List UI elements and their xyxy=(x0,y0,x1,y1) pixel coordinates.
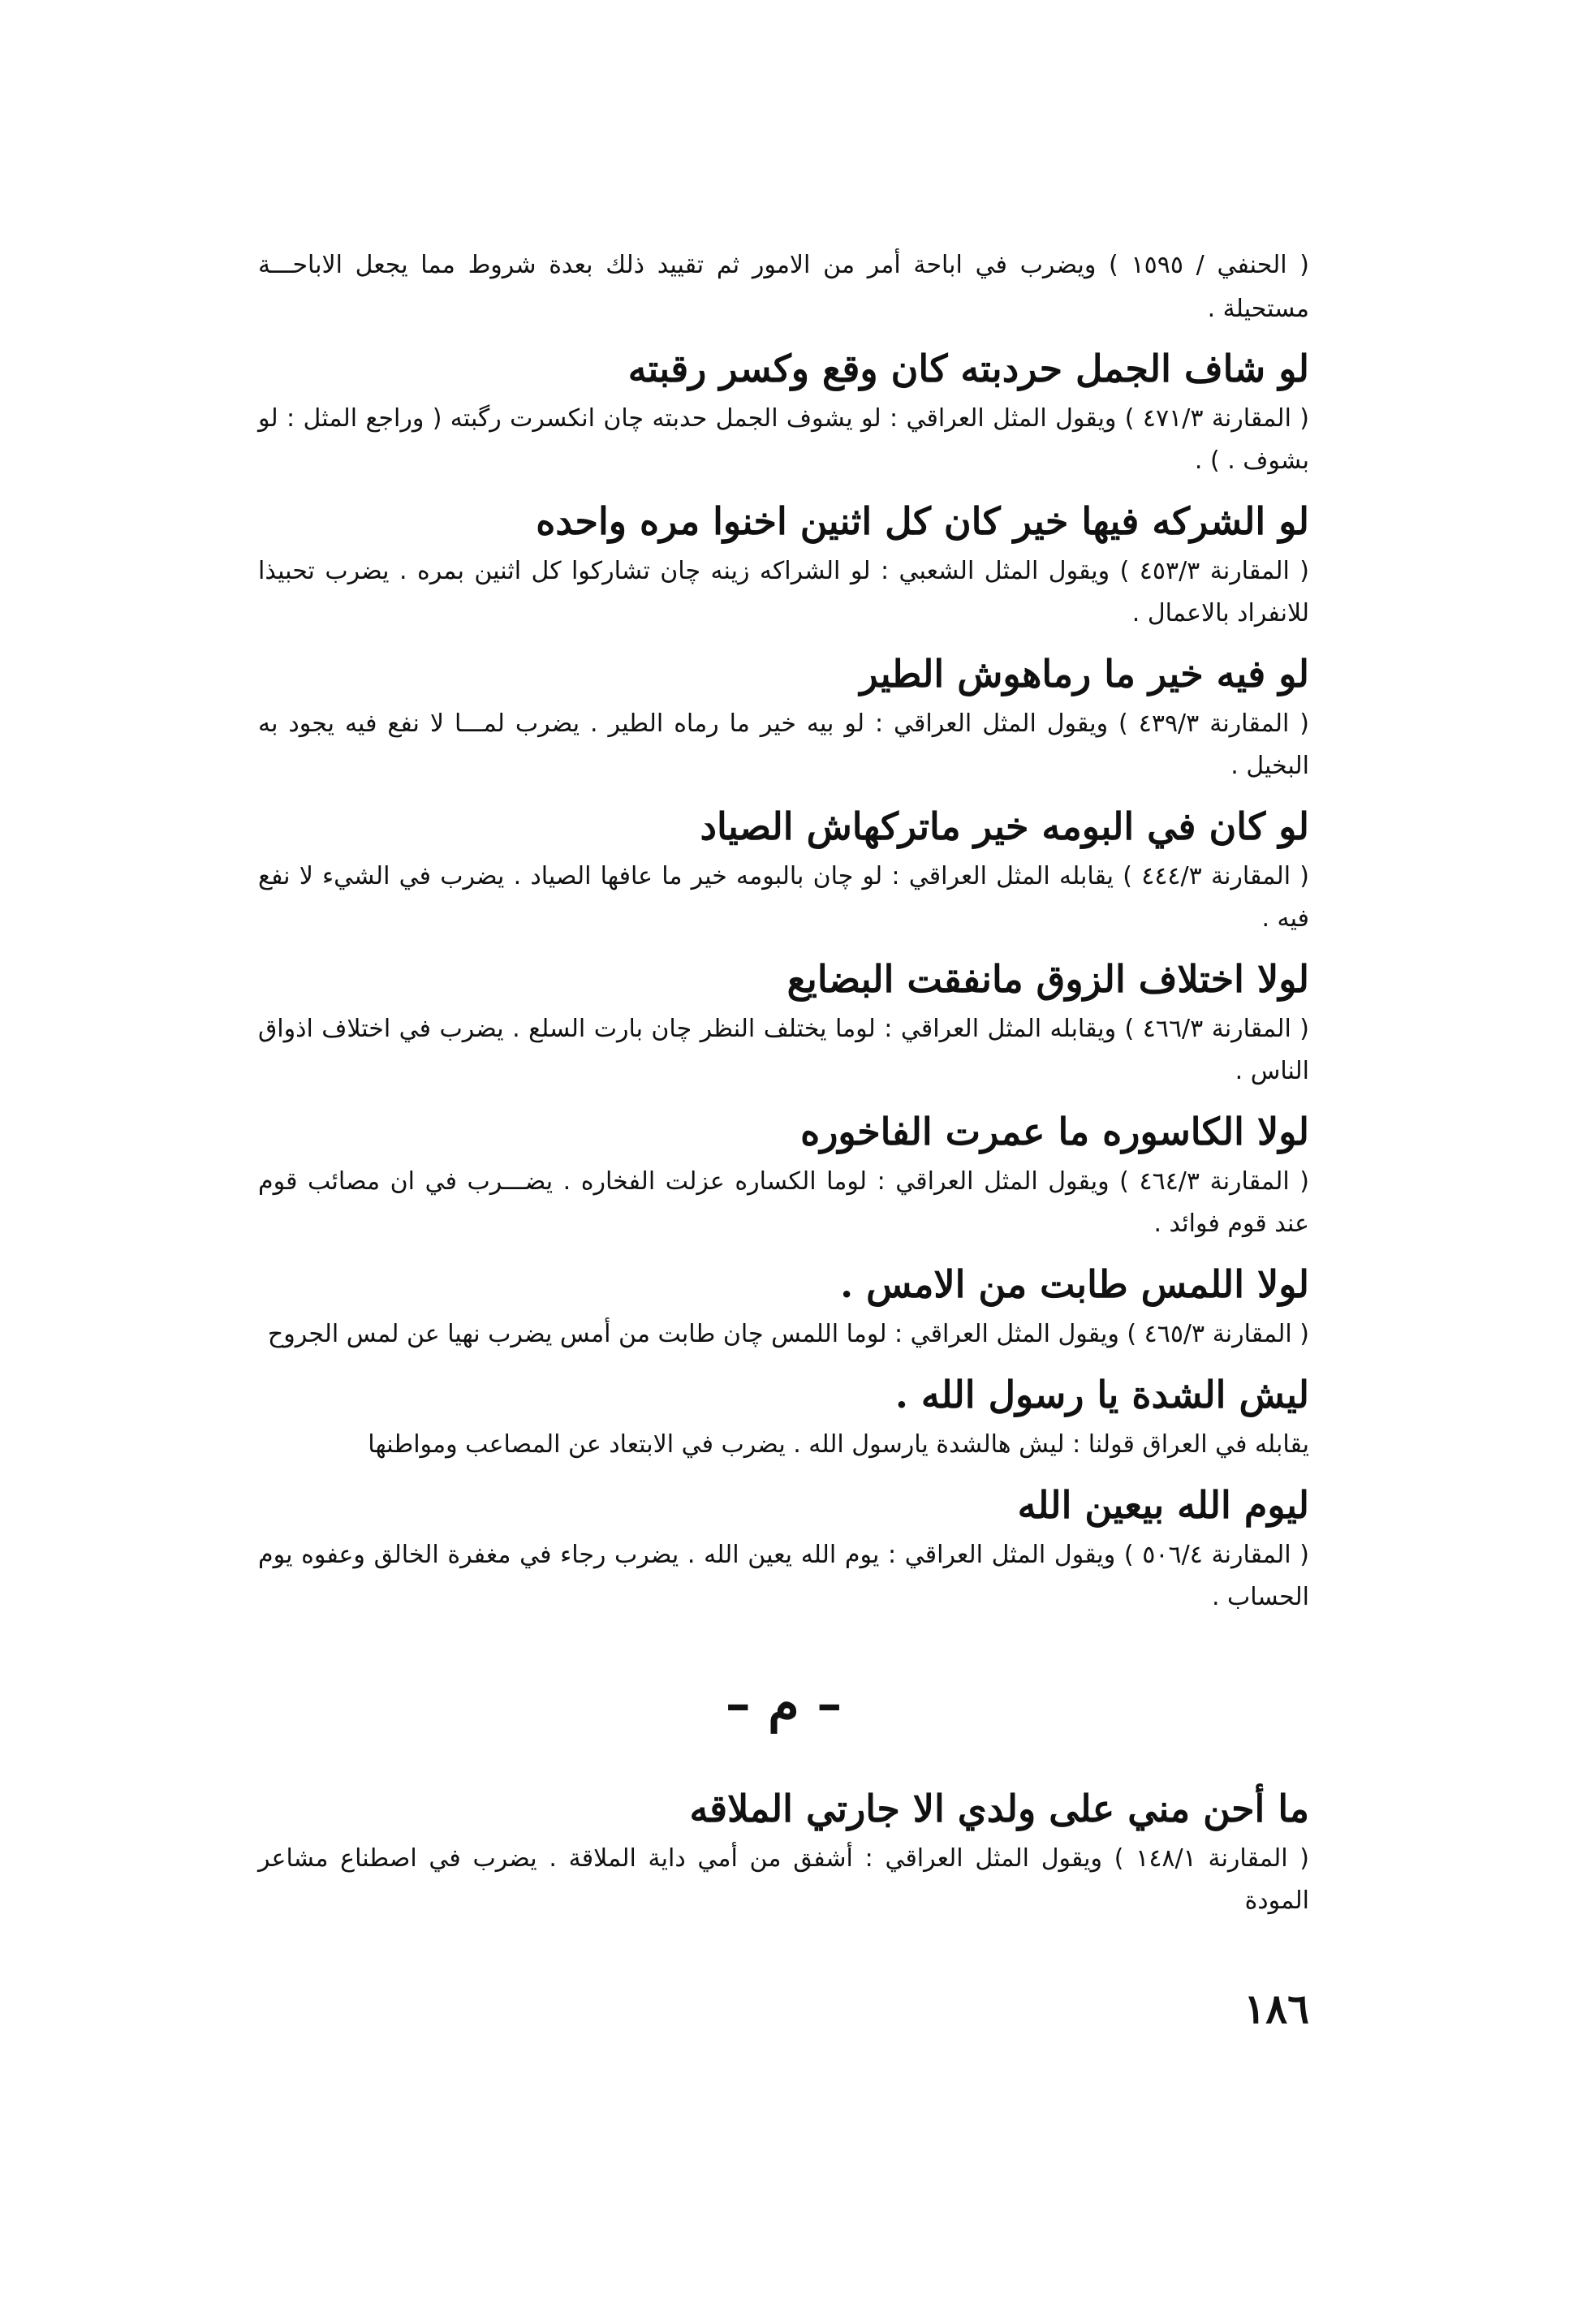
entry-3 xyxy=(258,799,1309,940)
proverb-note: يقابله في العراق قولنا : ليش هالشدة يارسول الله . يضرب في الابتعاد عن المصاعب ومواطنها xyxy=(368,1430,1309,1459)
proverb-note: ( المقارنة ١٤٨/١ ) ويقول المثل العراقي : أشفق من أمي داية الملاقة . يضرب في اصطناع مشاعر المودة xyxy=(258,1844,1310,1915)
page-number: ١٨٦ xyxy=(1243,1985,1309,2033)
proverb-heading: ليوم الله بيعين الله xyxy=(1017,1483,1309,1527)
entry-4 xyxy=(258,951,1309,1093)
page-content xyxy=(258,244,1309,1934)
section-entry-0 xyxy=(258,1781,1309,1922)
proverb-note: ( المقارنة ٤٦٦/٣ ) ويقابله المثل العراقي : لوما يختلف النظر چان بارت السلع . يضرب في اختلاف اذواق الناس . xyxy=(258,1015,1309,1085)
proverb-note: ( المقارنة ٤٦٥/٣ ) ويقول المثل العراقي : لوما اللمس چان طابت من أمس يضرب نهيا عن لمس الجروح xyxy=(267,1320,1309,1348)
proverb-heading: لولا الكاسوره ما عمرت الفاخوره xyxy=(800,1110,1309,1153)
proverb-heading: لو الشركه فيها خير كان كل اثنين اخنوا مره واحده xyxy=(536,499,1309,543)
entry-0 xyxy=(258,341,1309,482)
entry-6 xyxy=(258,1257,1309,1356)
proverb-heading: ما أحن مني على ولدي الا جارتي الملاقه xyxy=(689,1787,1309,1830)
proverb-heading: لو فيه خير ما رماهوش الطير xyxy=(860,652,1309,696)
proverb-note: ( المقارنة ٤٧١/٣ ) ويقول المثل العراقي : لو يشوف الجمل حدبته چان انكسرت رگبته ( وراجع المثل : لو بشوف . ) . xyxy=(258,404,1309,475)
proverb-heading: لولا اللمس طابت من الامس . xyxy=(840,1262,1309,1306)
proverb-note: ( المقارنة ٤٥٣/٣ ) ويقول المثل الشعبي : لو الشراكه زينه چان تشاركوا كل اثنين بمره . يضرب تحبيذا للانفراد بالاعمال . xyxy=(258,557,1309,627)
entry-2 xyxy=(258,646,1309,787)
intro-paragraph: ( الحنفي / ١٥٩٥ ) ويضرب في اباحة أمر من الامور ثم تقييد ذلك بعدة شروط مما يجعل الاباحـــة مستحيلة . xyxy=(258,251,1309,323)
proverb-note: ( المقارنة ٤٦٤/٣ ) ويقول المثل العراقي : لوما الكساره عزلت الفخاره . يضـــرب في ان مصائب قوم عند قوم فوائد . xyxy=(258,1167,1309,1238)
proverb-heading: ليش الشدة يا رسول الله . xyxy=(894,1373,1309,1416)
proverb-note: ( المقارنة ٤٤٤/٣ ) يقابله المثل العراقي : لو چان بالبومه خير ما عافها الصياد . يضرب في الشيء لا نفع فيه . xyxy=(258,862,1309,933)
proverb-note: ( المقارنة ٥٠٦/٤ ) ويقول المثل العراقي : يوم الله يعين الله . يضرب رجاء في مغفرة الخالق وعفوه يوم الحساب . xyxy=(258,1541,1309,1611)
entry-5 xyxy=(258,1104,1309,1245)
proverb-heading: لو شاف الجمل حردبته كان وقع وكسر رقبته xyxy=(627,347,1309,390)
section-letter-heading: – م – xyxy=(725,1674,843,1733)
proverb-note: ( المقارنة ٤٣٩/٣ ) ويقول المثل العراقي : لو بيه خير ما رماه الطير . يضرب لمـــا لا نفع فيه يجود به البخيل . xyxy=(258,709,1309,780)
proverb-heading: لولا اختلاف الزوق مانفقت البضايع xyxy=(786,957,1309,1001)
proverb-heading: لو كان في البومه خير ماتركهاش الصياد xyxy=(700,804,1309,848)
entry-1 xyxy=(258,494,1309,635)
entry-7 xyxy=(258,1367,1309,1466)
entry-8 xyxy=(258,1477,1309,1619)
